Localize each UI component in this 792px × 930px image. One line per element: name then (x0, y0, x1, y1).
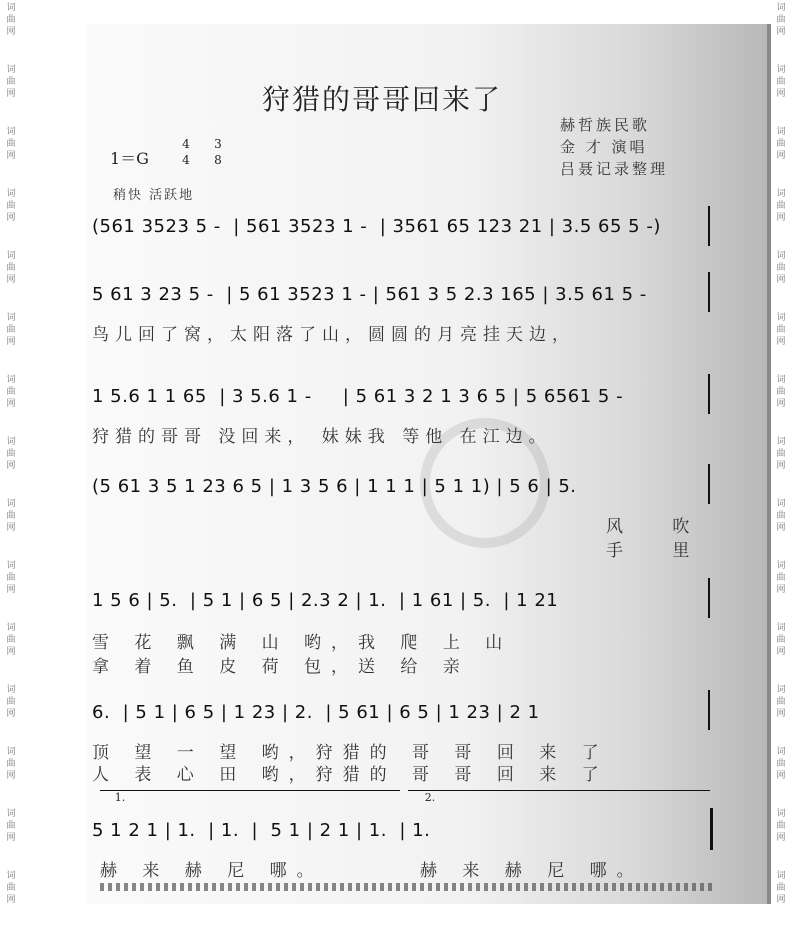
barline-end-4 (708, 464, 710, 504)
watermark-text: 词 曲 网 (776, 747, 786, 781)
time-sig-1-num: 4 (182, 137, 190, 151)
watermark-text: 词 曲 网 (6, 623, 16, 657)
music-row-6: 6. | 5 1 | 6 5 | 1 23 | 2. | 5 61 | 6 5 | 1 23 | 2 1 (92, 702, 540, 723)
lyric-row-1: 鸟儿回了窝，太阳落了山，圆圆的月亮挂天边， (92, 325, 575, 345)
watermark-text: 词 曲 网 (6, 561, 16, 595)
music-row-5: 1 5 6 | 5. | 5 1 | 6 5 | 2.3 2 | 1. | 1 61 | 5. | 1 21 (92, 590, 559, 611)
watermark-text: 词 曲 网 (6, 65, 16, 99)
watermark-text: 词 曲 网 (6, 251, 16, 285)
watermark-text: 词 曲 网 (6, 127, 16, 161)
bottom-divider (100, 883, 716, 891)
barline-end-5 (708, 578, 710, 618)
watermark-text: 词 曲 网 (776, 127, 786, 161)
watermark-text: 词 曲 网 (776, 685, 786, 719)
lyric-row-4: 手 里 (606, 541, 712, 561)
music-row-7: 5 1 2 1 | 1. | 1. | 5 1 | 2 1 | 1. | 1. (92, 820, 431, 841)
volta-bracket-2 (408, 790, 710, 791)
song-title: 狩猎的哥哥回来了 (262, 83, 503, 116)
watermark-text: 词 曲 网 (776, 809, 786, 843)
volta-2: 2. (424, 791, 436, 804)
music-row-2: 5 61 3 23 5 - | 5 61 3523 1 - | 561 3 5 2.3 165 | 3.5 61 5 - (92, 284, 647, 305)
barline-end-6 (708, 690, 710, 730)
watermark-text: 词 曲 网 (776, 251, 786, 285)
watermark-text: 词 曲 网 (6, 189, 16, 223)
watermark-text: 词 曲 网 (6, 437, 16, 471)
credit-line-2: 金 才 演唱 (560, 138, 648, 156)
watermark-strip-right (770, 0, 792, 930)
watermark-text: 词 曲 网 (776, 65, 786, 99)
lyric-row-8: 人 表 心 田 哟，狩猎的 哥 哥 回 来 了 (92, 765, 609, 785)
volta-1: 1. (114, 791, 126, 804)
watermark-strip-left (0, 0, 22, 930)
watermark-text: 词 曲 网 (6, 685, 16, 719)
lyric-row-9: 赫 来 赫 尼 哪。 (100, 861, 324, 881)
watermark-text: 词 曲 网 (6, 499, 16, 533)
watermark-text: 词 曲 网 (776, 871, 786, 905)
music-row-3: 1 5.6 1 1 65 | 3 5.6 1 - | 5 61 3 2 1 3 6 5 | 5 6561 5 - (92, 386, 624, 407)
time-sig-2-den: 8 (214, 153, 222, 167)
watermark-text: 词 曲 网 (776, 3, 786, 37)
credit-line-1: 赫哲族民歌 (560, 116, 651, 134)
watermark-text: 词 曲 网 (6, 747, 16, 781)
music-row-4: (5 61 3 5 1 23 6 5 | 1 3 5 6 | 1 1 1 | 5 1 1) | 5 6 | 5. (92, 476, 577, 497)
lyric-row-2: 狩猎的哥哥 没回来， 妹妹我 等他 在江边。 (92, 427, 552, 447)
barline-final (710, 808, 713, 850)
barline-end-2 (708, 272, 710, 312)
watermark-text: 词 曲 网 (6, 375, 16, 409)
sheet-edge (767, 24, 771, 904)
volta-bracket-1 (100, 790, 400, 791)
watermark-text: 词 曲 网 (776, 189, 786, 223)
barline-end-3 (708, 374, 710, 414)
watermark-text: 词 曲 网 (776, 623, 786, 657)
barline-end-1 (708, 206, 710, 246)
credit-line-3: 吕聂记录整理 (560, 160, 669, 178)
watermark-text: 词 曲 网 (6, 3, 16, 37)
watermark-text: 词 曲 网 (776, 313, 786, 347)
key-signature: 1＝G (110, 149, 149, 168)
lyric-row-6: 拿 着 鱼 皮 荷 包，送 给 亲 (92, 657, 470, 677)
watermark-text: 词 曲 网 (6, 313, 16, 347)
watermark-text: 词 曲 网 (776, 561, 786, 595)
watermark-text: 词 曲 网 (776, 437, 786, 471)
watermark-text: 词 曲 网 (6, 809, 16, 843)
tempo-marking: 稍快 活跃地 (113, 188, 195, 203)
time-sig-2-num: 3 (214, 137, 222, 151)
watermark-text: 词 曲 网 (776, 499, 786, 533)
lyric-row-7: 顶 望 一 望 哟，狩猎的 哥 哥 回 来 了 (92, 743, 609, 763)
lyric-row-3: 风 吹 (606, 517, 712, 537)
watermark-text: 词 曲 网 (6, 871, 16, 905)
lyric-row-5: 雪 花 飘 满 山 哟，我 爬 上 山 (92, 633, 513, 653)
lyric-row-10: 赫 来 赫 尼 哪。 (420, 861, 644, 881)
time-sig-1-den: 4 (182, 153, 190, 167)
music-row-1: (561 3523 5 - | 561 3523 1 - | 3561 65 123 21 | 3.5 65 5 -) (92, 216, 661, 237)
watermark-text: 词 曲 网 (776, 375, 786, 409)
